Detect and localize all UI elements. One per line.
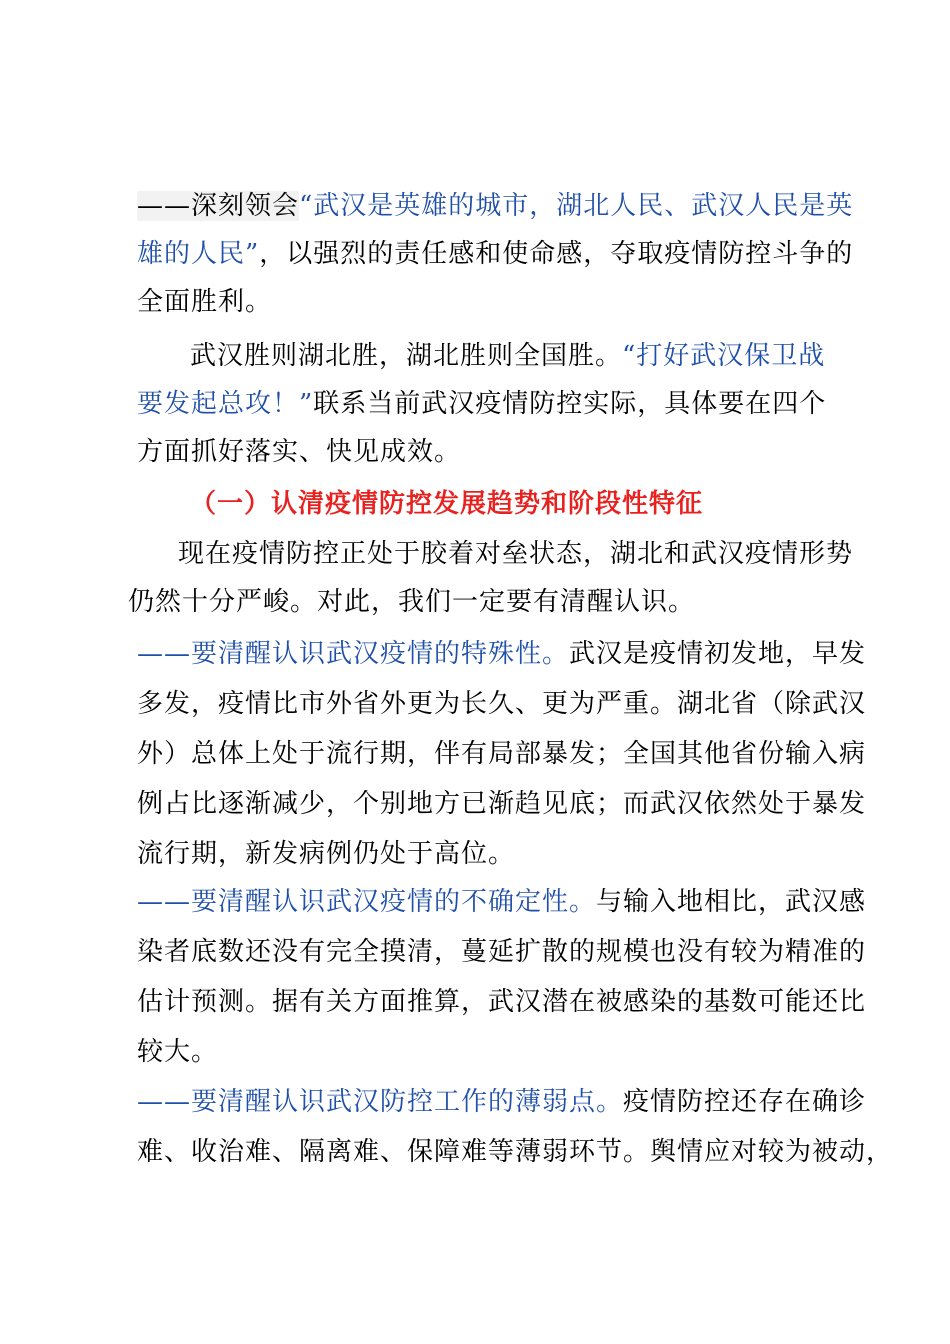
quote-text: 雄的人民”: [137, 239, 260, 269]
paragraph-line: 难、收治难、隔离难、保障难等薄弱环节。舆情应对较为被动，: [137, 1137, 894, 1167]
text-run: 与输入地相比，武汉感: [596, 887, 867, 917]
paragraph-line: 染者底数还没有完全摸清，蔓延扩散的规模也没有较为精准的: [137, 937, 867, 967]
text-run: 疫情防控还存在确诊: [623, 1087, 867, 1117]
paragraph-line: 外）总体上处于流行期，伴有局部暴发；全国其他省份输入病: [137, 739, 867, 769]
text-run: 联系当前武汉疫情防控实际，具体要在四个: [313, 389, 827, 419]
paragraph-line: [137, 636, 866, 672]
paragraph-line: [137, 884, 866, 920]
text-run: ，以强烈的责任感和使命感，夺取疫情防控斗争的: [259, 239, 854, 269]
text-run: 武汉胜则湖北胜，湖北胜则全国胜。: [190, 341, 623, 371]
paragraph-line: [137, 1084, 866, 1120]
paragraph-line: 较大。: [137, 1037, 219, 1067]
paragraph-line: 估计预测。据有关方面推算，武汉潜在被感染的基数可能还比: [137, 987, 867, 1017]
paragraph-line: 例占比逐渐减少，个别地方已渐趋见底；而武汉依然处于暴发: [137, 789, 867, 819]
quote-text: 要发起总攻！”: [137, 389, 314, 419]
quote-text: “打好武汉保卫战: [622, 341, 826, 371]
paragraph-line: 流行期，新发病例仍处于高位。: [137, 839, 516, 869]
subheading-text: ——要清醒认识武汉疫情的特殊性。: [137, 639, 570, 669]
paragraph-line: 全面胜利。: [137, 287, 273, 317]
quote-text: “武汉是英雄的城市，湖北人民、武汉人民是英: [299, 191, 854, 221]
paragraph-line: 现在疫情防控正处于胶着对垒状态，湖北和武汉疫情形势: [178, 539, 854, 569]
subheading-text: ——要清醒认识武汉疫情的不确定性。: [137, 887, 597, 917]
text-run: ——深刻领会: [137, 191, 300, 221]
paragraph-line: [137, 236, 853, 272]
text-run: 武汉是疫情初发地，早发: [569, 639, 867, 669]
section-heading: （一）认清疫情防控发展趋势和阶段性特征: [190, 489, 704, 519]
paragraph-line: 多发，疫情比市外省外更为长久、更为严重。湖北省（除武汉: [137, 689, 867, 719]
subheading-text: ——要清醒认识武汉防控工作的薄弱点。: [137, 1087, 624, 1117]
paragraph-line: 方面抓好落实、快见成效。: [137, 437, 462, 467]
paragraph-line: [190, 338, 825, 374]
paragraph-line: 仍然十分严峻。对此，我们一定要有清醒认识。: [128, 587, 696, 617]
paragraph-line: [137, 188, 853, 224]
paragraph-line: [137, 386, 826, 422]
